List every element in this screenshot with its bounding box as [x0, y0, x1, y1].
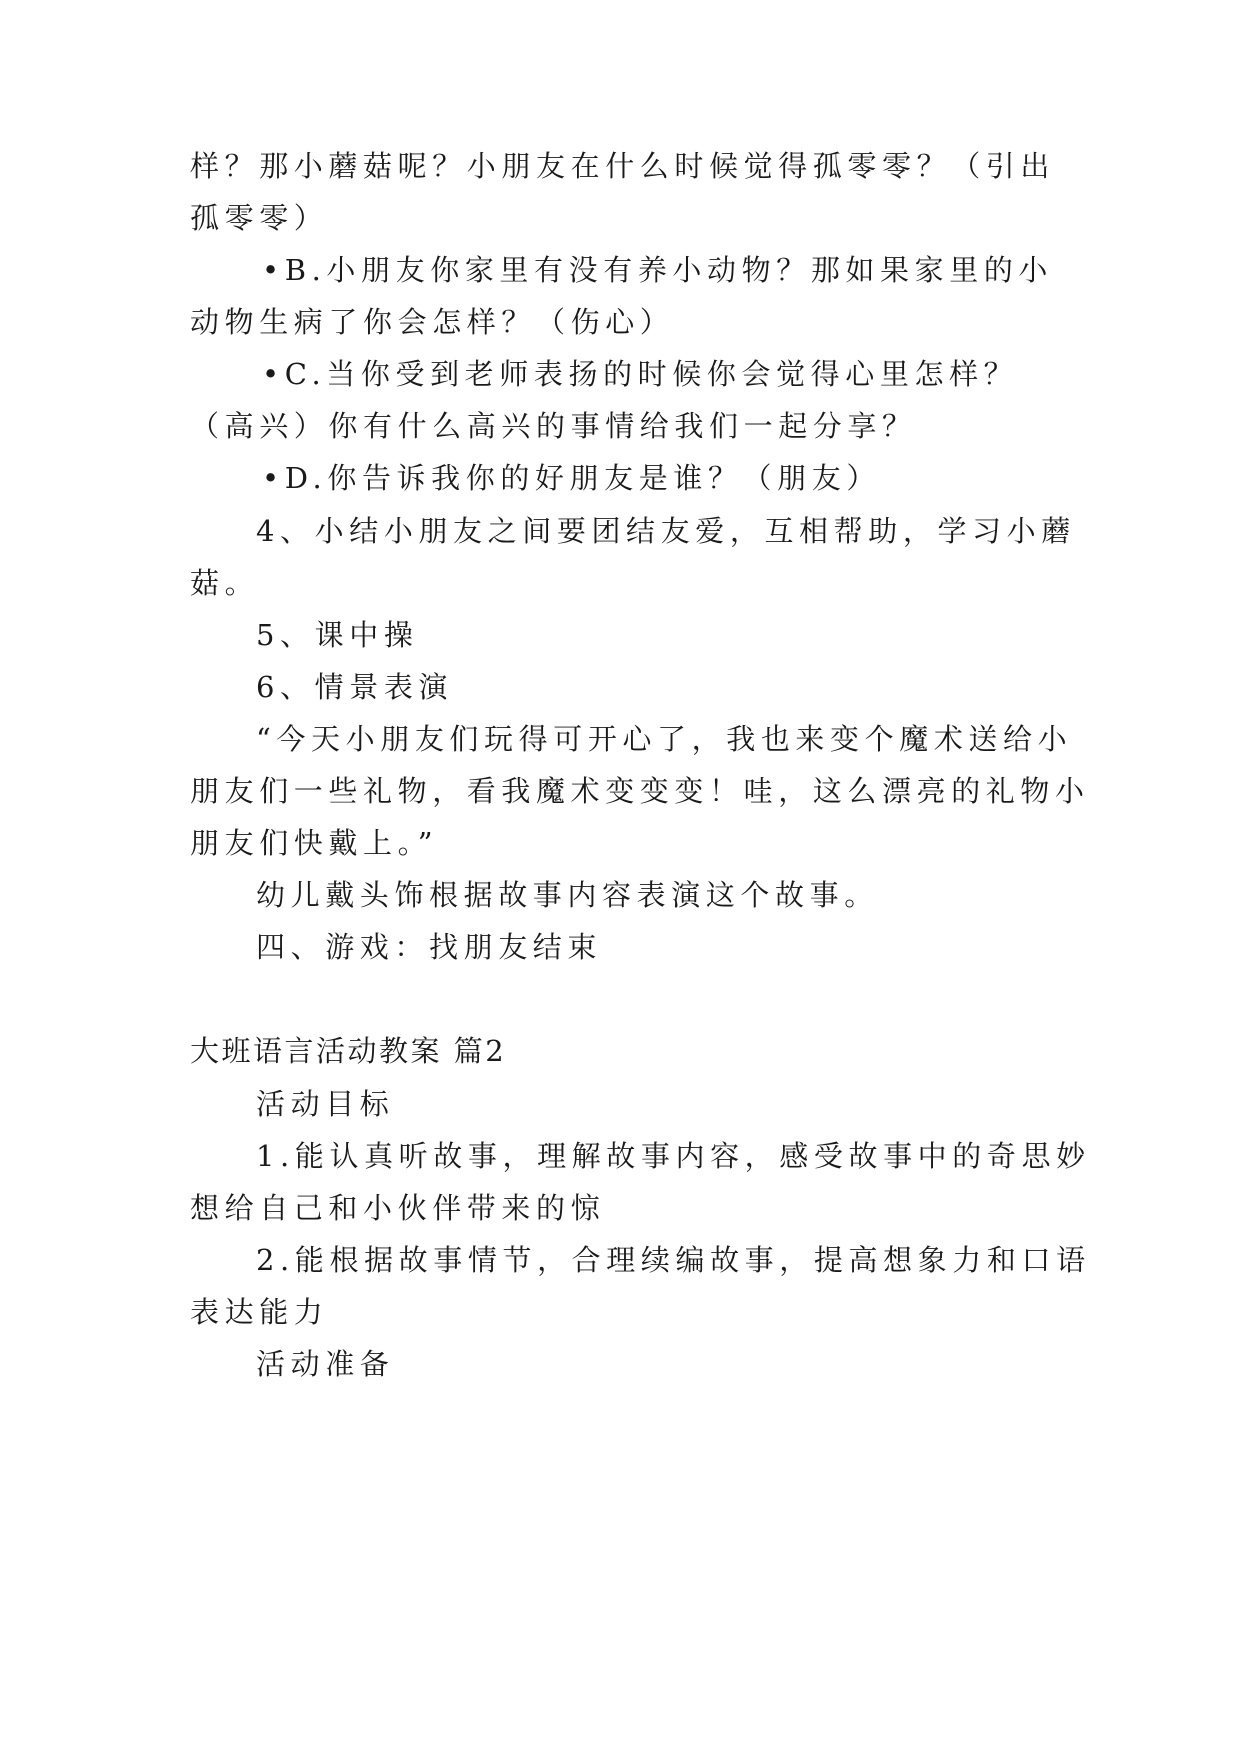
paragraph-line: “今天小朋友们玩得可开心了，我也来变个魔术送给小	[256, 722, 1073, 756]
paragraph-line: 4、小结小朋友之间要团结友爱，互相帮助，学习小蘑	[256, 514, 1076, 548]
paragraph-line: 菇。	[190, 566, 260, 600]
paragraph-line: 样？那小蘑菇呢？小朋友在什么时候觉得孤零零？（引出	[190, 149, 1056, 183]
paragraph-line: 2.能根据故事情节，合理续编故事，提高想象力和口语	[256, 1243, 1091, 1277]
paragraph-line: 1.能认真听故事，理解故事内容，感受故事中的奇思妙	[256, 1139, 1091, 1173]
paragraph-line: 幼儿戴头饰根据故事内容表演这个故事。	[256, 878, 879, 912]
paragraph-line: 孤零零）	[190, 201, 329, 235]
paragraph-line: 动物生病了你会怎样？（伤心）	[190, 305, 675, 339]
paragraph-line: 6、情景表演	[256, 670, 454, 704]
paragraph-line: 朋友们快戴上。”	[190, 826, 439, 860]
paragraph-line: 5、课中操	[256, 618, 419, 652]
list-item-b: •B.小朋友你家里有没有养小动物？那如果家里的小	[262, 253, 1054, 287]
section-heading: 大班语言活动教案 篇2	[190, 1034, 507, 1068]
subheading-line: 活动目标	[256, 1087, 395, 1121]
paragraph-line: 朋友们一些礼物，看我魔术变变变！哇，这么漂亮的礼物小	[190, 774, 1090, 808]
paragraph-line: 想给自己和小伙伴带来的惊	[190, 1191, 606, 1225]
list-item-c: •C.当你受到老师表扬的时候你会觉得心里怎样？	[262, 357, 1019, 391]
paragraph-line: （高兴）你有什么高兴的事情给我们一起分享？	[190, 409, 917, 443]
paragraph-line: 四、游戏：找朋友结束	[256, 930, 603, 964]
paragraph-line: 表达能力	[190, 1295, 329, 1329]
subheading-line: 活动准备	[256, 1347, 395, 1381]
list-item-d: •D.你告诉我你的好朋友是谁？（朋友）	[262, 461, 881, 495]
